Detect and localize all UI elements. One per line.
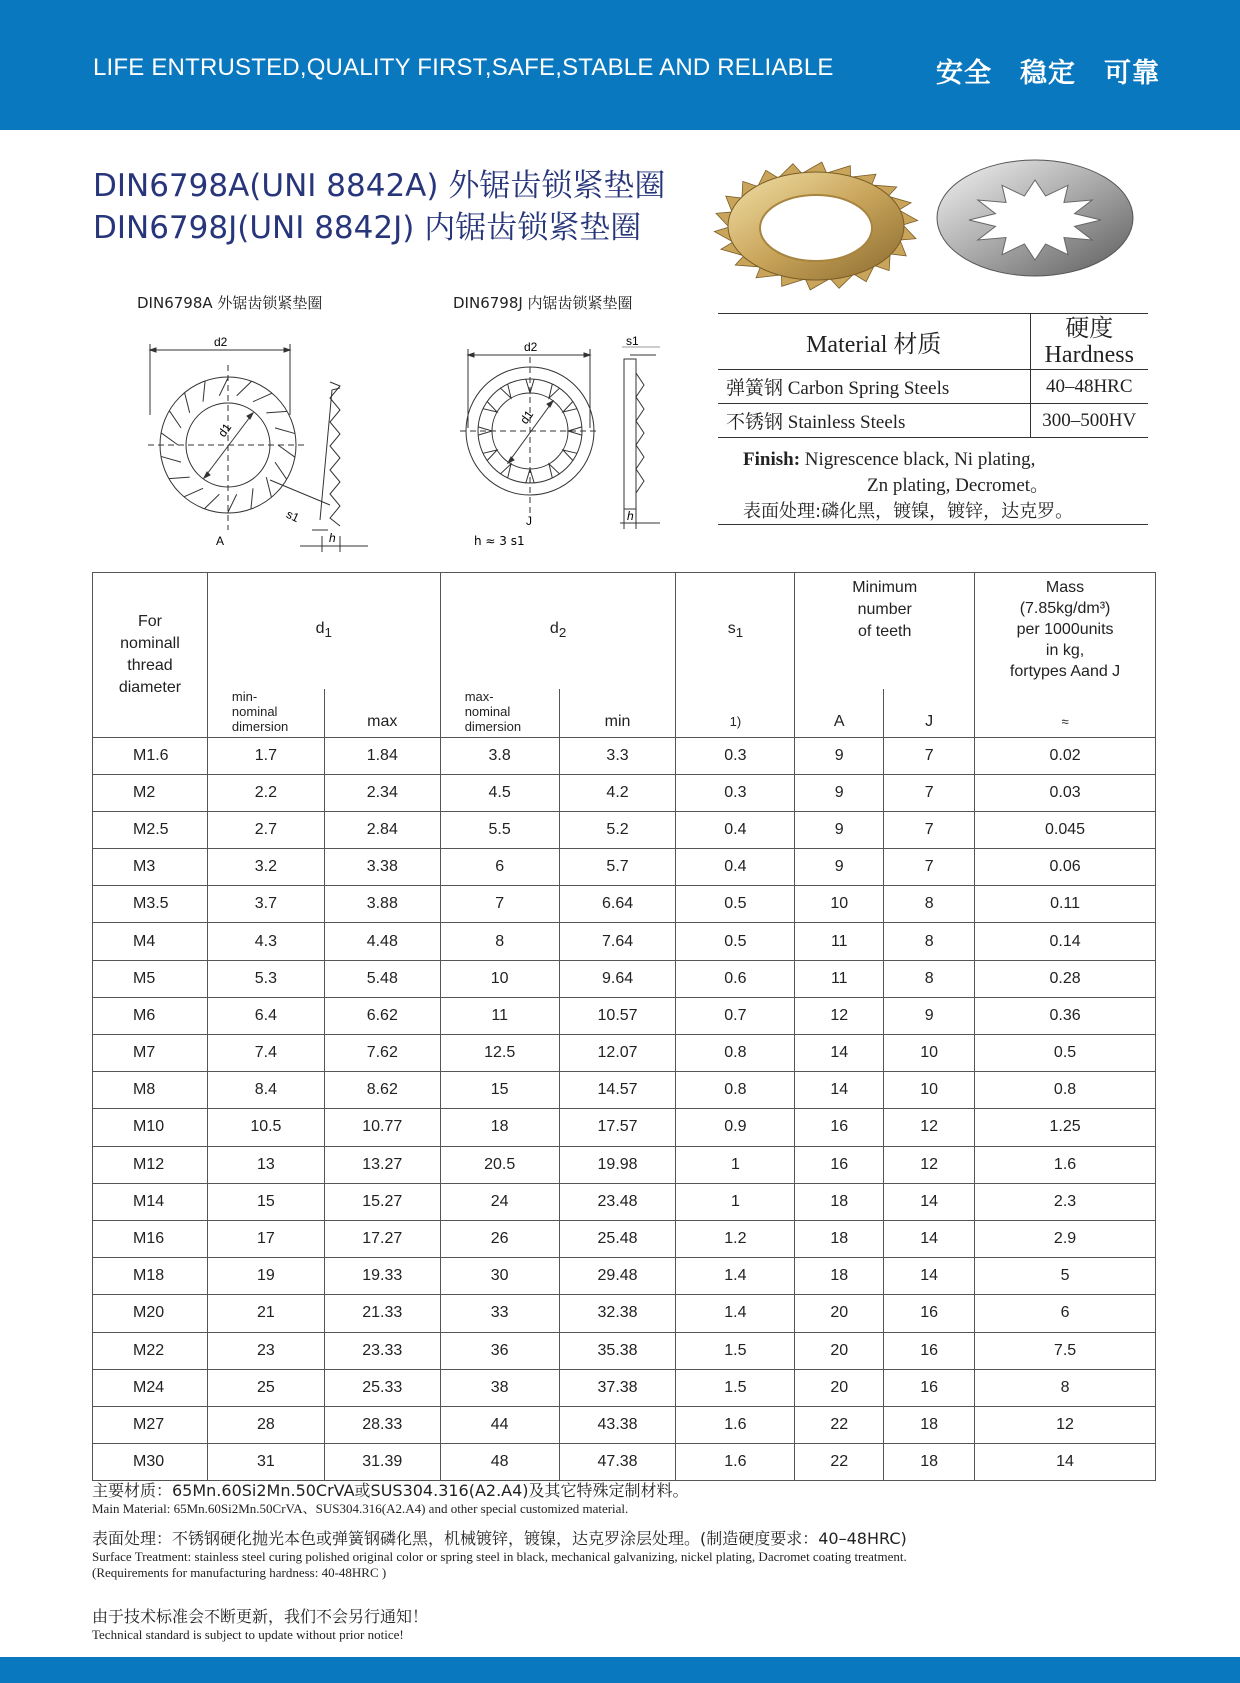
cell-mass: 0.5 xyxy=(975,1035,1156,1072)
cell-teeth-a: 11 xyxy=(795,960,884,997)
slogan: LIFE ENTRUSTED,QUALITY FIRST,SAFE,STABLE AND RELIABLE xyxy=(93,54,834,81)
material-row-stainless: 不锈钢 Stainless Steels xyxy=(718,404,1030,438)
cell-d2-min: 4.2 xyxy=(559,774,676,811)
cell-d2-max: 8 xyxy=(440,923,559,960)
cell-s1: 0.3 xyxy=(676,774,795,811)
cell-teeth-j: 12 xyxy=(884,1146,975,1183)
cell-d2-min: 6.64 xyxy=(559,886,676,923)
cell-d1-max: 3.88 xyxy=(324,886,440,923)
cell-teeth-j: 18 xyxy=(884,1406,975,1443)
cell-teeth-j: 14 xyxy=(884,1183,975,1220)
table-row xyxy=(93,1183,1156,1220)
note-update-cn: 由于技术标准会不断更新，我们不会另行通知！ xyxy=(92,1607,429,1626)
cell-d1-min: 23 xyxy=(207,1332,324,1369)
cell-d2-max: 38 xyxy=(440,1369,559,1406)
cell-s1: 1 xyxy=(676,1183,795,1220)
diagram-j-caption: DIN6798J 内锯齿锁紧垫圈 xyxy=(453,294,633,312)
finish-divider xyxy=(718,524,1148,525)
cell-d2-max: 26 xyxy=(440,1220,559,1257)
cell-d2-min: 23.48 xyxy=(559,1183,676,1220)
cell-teeth-a: 10 xyxy=(795,886,884,923)
cell-d2-min: 37.38 xyxy=(559,1369,676,1406)
cell-nominal: M30 xyxy=(93,1444,208,1481)
title-din6798j: DIN6798J(UNI 8842J) 内锯齿锁紧垫圈 xyxy=(93,210,642,246)
cell-teeth-a: 18 xyxy=(795,1258,884,1295)
cell-s1: 0.8 xyxy=(676,1072,795,1109)
cell-teeth-a: 9 xyxy=(795,737,884,774)
cell-s1: 0.4 xyxy=(676,811,795,848)
slogan-word-reliable: 可靠 xyxy=(1104,58,1160,89)
cell-teeth-a: 16 xyxy=(795,1109,884,1146)
cell-teeth-a: 20 xyxy=(795,1332,884,1369)
hardness-header xyxy=(1030,314,1148,370)
note-material xyxy=(92,1478,689,1517)
cell-d2-min: 14.57 xyxy=(559,1072,676,1109)
cell-teeth-a: 22 xyxy=(795,1444,884,1481)
material-table xyxy=(718,313,1148,438)
cell-mass: 1.6 xyxy=(975,1146,1156,1183)
cell-teeth-j: 7 xyxy=(884,737,975,774)
cell-d1-max: 7.62 xyxy=(324,1035,440,1072)
slogan-cn xyxy=(936,51,1188,90)
table-row xyxy=(93,1035,1156,1072)
cell-mass: 0.8 xyxy=(975,1072,1156,1109)
cell-d2-max: 5.5 xyxy=(440,811,559,848)
cell-d1-max: 6.62 xyxy=(324,997,440,1034)
cell-nominal: M16 xyxy=(93,1220,208,1257)
table-row xyxy=(93,886,1156,923)
cell-d1-max: 25.33 xyxy=(324,1369,440,1406)
header-teeth-j: J xyxy=(884,689,975,738)
cell-teeth-j: 12 xyxy=(884,1109,975,1146)
hardness-header-cn: 硬度 xyxy=(1065,315,1114,342)
hardness-spring-steel: 40–48HRC xyxy=(1030,370,1148,404)
cell-d1-min: 8.4 xyxy=(207,1072,324,1109)
cell-teeth-a: 12 xyxy=(795,997,884,1034)
table-row xyxy=(93,849,1156,886)
cell-d1-min: 10.5 xyxy=(207,1109,324,1146)
header-d2-max: max- nominal dimersion xyxy=(440,689,559,738)
cell-s1: 0.6 xyxy=(676,960,795,997)
cell-nominal: M18 xyxy=(93,1258,208,1295)
cell-d2-max: 4.5 xyxy=(440,774,559,811)
cell-teeth-a: 9 xyxy=(795,811,884,848)
table-row xyxy=(93,811,1156,848)
header-nominal-diameter: For nominall thread diameter xyxy=(93,573,208,738)
table-row xyxy=(93,1369,1156,1406)
internal-tooth-washer-photo xyxy=(930,156,1140,280)
cell-s1: 1.4 xyxy=(676,1295,795,1332)
cell-d1-min: 7.4 xyxy=(207,1035,324,1072)
cell-d1-min: 3.7 xyxy=(207,886,324,923)
cell-d2-max: 12.5 xyxy=(440,1035,559,1072)
header-mass-approx: ≈ xyxy=(975,689,1156,738)
cell-s1: 1.5 xyxy=(676,1369,795,1406)
cell-d2-min: 32.38 xyxy=(559,1295,676,1332)
cell-teeth-a: 18 xyxy=(795,1220,884,1257)
cell-teeth-j: 16 xyxy=(884,1369,975,1406)
cell-s1: 0.8 xyxy=(676,1035,795,1072)
cell-teeth-a: 9 xyxy=(795,774,884,811)
note-surface xyxy=(92,1526,907,1581)
cell-s1: 1.6 xyxy=(676,1444,795,1481)
table-row xyxy=(93,1295,1156,1332)
cell-nominal: M24 xyxy=(93,1369,208,1406)
cell-nominal: M8 xyxy=(93,1072,208,1109)
cell-s1: 1.5 xyxy=(676,1332,795,1369)
table-row xyxy=(93,923,1156,960)
cell-d2-min: 12.07 xyxy=(559,1035,676,1072)
cell-teeth-j: 9 xyxy=(884,997,975,1034)
cell-s1: 0.7 xyxy=(676,997,795,1034)
cell-mass: 0.36 xyxy=(975,997,1156,1034)
cell-nominal: M12 xyxy=(93,1146,208,1183)
cell-mass: 6 xyxy=(975,1295,1156,1332)
note-material-cn: 主要材质：65Mn.60Si2Mn.50CrVA或SUS304.316(A2.A4)及其它特殊定制材料。 xyxy=(92,1481,689,1500)
cell-d1-max: 8.62 xyxy=(324,1072,440,1109)
cell-teeth-a: 14 xyxy=(795,1035,884,1072)
cell-s1: 0.5 xyxy=(676,923,795,960)
diagram-a-drawing xyxy=(140,330,380,555)
header-d1-max: max xyxy=(324,689,440,738)
cell-nominal: M6 xyxy=(93,997,208,1034)
cell-d2-min: 19.98 xyxy=(559,1146,676,1183)
cell-s1: 1.4 xyxy=(676,1258,795,1295)
cell-s1: 1 xyxy=(676,1146,795,1183)
label-h-j: h xyxy=(627,509,634,523)
cell-d1-min: 2.7 xyxy=(207,811,324,848)
cell-d1-max: 5.48 xyxy=(324,960,440,997)
cell-d1-max: 17.27 xyxy=(324,1220,440,1257)
cell-mass: 2.9 xyxy=(975,1220,1156,1257)
cell-d1-min: 15 xyxy=(207,1183,324,1220)
cell-d2-min: 9.64 xyxy=(559,960,676,997)
finish-line1: Nigrescence black, Ni plating, xyxy=(800,449,1036,470)
header-s1: $s_1$ xyxy=(676,573,795,689)
cell-d2-max: 7 xyxy=(440,886,559,923)
cell-nominal: M27 xyxy=(93,1406,208,1443)
label-h-a: h xyxy=(329,531,336,545)
spec-table xyxy=(92,572,1156,1481)
cell-teeth-a: 18 xyxy=(795,1183,884,1220)
cell-mass: 0.28 xyxy=(975,960,1156,997)
cell-mass: 0.11 xyxy=(975,886,1156,923)
cell-teeth-j: 7 xyxy=(884,849,975,886)
cell-nominal: M4 xyxy=(93,923,208,960)
cell-teeth-j: 7 xyxy=(884,774,975,811)
hardness-stainless: 300–500HV xyxy=(1030,404,1148,438)
table-row xyxy=(93,1072,1156,1109)
cell-nominal: M3.5 xyxy=(93,886,208,923)
label-a: A xyxy=(216,534,225,548)
header-mass: Mass (7.85kg/dm³) per 1000units in kg, fortypes Aand J xyxy=(975,573,1156,689)
cell-d2-max: 11 xyxy=(440,997,559,1034)
cell-s1: 1.2 xyxy=(676,1220,795,1257)
footer-bar xyxy=(0,1657,1240,1683)
diagram-a-caption: DIN6798A 外锯齿锁紧垫圈 xyxy=(137,294,323,312)
finish-line3: 表面处理:磷化黑，镀镍，镀锌，达克罗。 xyxy=(743,501,1074,522)
title-din6798a: DIN6798A(UNI 8842A) 外锯齿锁紧垫圈 xyxy=(93,168,666,204)
table-row xyxy=(93,1444,1156,1481)
note-update-en: Technical standard is subject to update without prior notice! xyxy=(92,1627,404,1642)
cell-d1-max: 19.33 xyxy=(324,1258,440,1295)
cell-d1-min: 6.4 xyxy=(207,997,324,1034)
cell-d2-max: 15 xyxy=(440,1072,559,1109)
finish-block xyxy=(743,447,1073,525)
hardness-header-en: Hardness xyxy=(1044,341,1134,368)
label-s1-j: s1 xyxy=(626,334,639,348)
cell-teeth-j: 8 xyxy=(884,960,975,997)
cell-d1-max: 13.27 xyxy=(324,1146,440,1183)
cell-nominal: M1.6 xyxy=(93,737,208,774)
cell-d1-max: 31.39 xyxy=(324,1444,440,1481)
cell-mass: 7.5 xyxy=(975,1332,1156,1369)
header-d1-min: min- nominal dimersion xyxy=(207,689,324,738)
label-s1-a: s1 xyxy=(284,506,302,526)
cell-teeth-j: 16 xyxy=(884,1295,975,1332)
cell-d1-max: 28.33 xyxy=(324,1406,440,1443)
slogan-word-safe: 安全 xyxy=(936,58,992,89)
table-row xyxy=(93,1220,1156,1257)
cell-d2-max: 18 xyxy=(440,1109,559,1146)
cell-d2-min: 29.48 xyxy=(559,1258,676,1295)
cell-nominal: M20 xyxy=(93,1295,208,1332)
cell-d1-min: 3.2 xyxy=(207,849,324,886)
label-j: J xyxy=(526,514,532,528)
cell-d1-max: 1.84 xyxy=(324,737,440,774)
cell-d2-min: 35.38 xyxy=(559,1332,676,1369)
header-teeth-a: A xyxy=(795,689,884,738)
cell-mass: 12 xyxy=(975,1406,1156,1443)
external-tooth-washer-photo xyxy=(708,156,924,294)
cell-mass: 8 xyxy=(975,1369,1156,1406)
cell-d2-max: 30 xyxy=(440,1258,559,1295)
cell-d2-min: 7.64 xyxy=(559,923,676,960)
finish-line2: Zn plating, Decromet。 xyxy=(867,475,1050,496)
cell-d2-min: 3.3 xyxy=(559,737,676,774)
cell-d2-max: 33 xyxy=(440,1295,559,1332)
cell-mass: 14 xyxy=(975,1444,1156,1481)
cell-s1: 0.5 xyxy=(676,886,795,923)
cell-d1-min: 28 xyxy=(207,1406,324,1443)
header-min-teeth: Minimum number of teeth xyxy=(795,573,975,689)
cell-d2-min: 10.57 xyxy=(559,997,676,1034)
cell-d1-max: 3.38 xyxy=(324,849,440,886)
cell-s1: 0.9 xyxy=(676,1109,795,1146)
cell-d1-min: 1.7 xyxy=(207,737,324,774)
cell-d1-min: 13 xyxy=(207,1146,324,1183)
table-row xyxy=(93,1406,1156,1443)
cell-nominal: M22 xyxy=(93,1332,208,1369)
header-d1: $d_1$ xyxy=(207,573,440,689)
cell-mass: 1.25 xyxy=(975,1109,1156,1146)
slogan-word-stable: 稳定 xyxy=(1020,58,1076,89)
product-titles xyxy=(93,165,665,249)
cell-d1-min: 19 xyxy=(207,1258,324,1295)
cell-d1-max: 15.27 xyxy=(324,1183,440,1220)
cell-teeth-a: 22 xyxy=(795,1406,884,1443)
cell-nominal: M14 xyxy=(93,1183,208,1220)
table-row xyxy=(93,737,1156,774)
cell-nominal: M2.5 xyxy=(93,811,208,848)
cell-s1: 1.6 xyxy=(676,1406,795,1443)
header-d2-min: min xyxy=(559,689,676,738)
cell-s1: 0.4 xyxy=(676,849,795,886)
header-banner xyxy=(0,0,1240,130)
cell-teeth-j: 16 xyxy=(884,1332,975,1369)
cell-teeth-j: 14 xyxy=(884,1220,975,1257)
note-update xyxy=(92,1604,428,1643)
cell-d2-min: 43.38 xyxy=(559,1406,676,1443)
table-row xyxy=(93,1109,1156,1146)
cell-d1-min: 2.2 xyxy=(207,774,324,811)
header-d2: $d_2$ xyxy=(440,573,676,689)
cell-mass: 0.03 xyxy=(975,774,1156,811)
cell-mass: 0.06 xyxy=(975,849,1156,886)
note-surface-en2: (Requirements for manufacturing hardness: 40-48HRC ) xyxy=(92,1565,387,1580)
note-surface-en1: Surface Treatment: stainless steel curing polished original color or spring steel in black, mechanical galvanizing, nickel plating, Dacromet coating treatment. xyxy=(92,1549,907,1564)
cell-nominal: M10 xyxy=(93,1109,208,1146)
cell-d2-min: 5.7 xyxy=(559,849,676,886)
cell-d1-min: 4.3 xyxy=(207,923,324,960)
cell-mass: 0.045 xyxy=(975,811,1156,848)
label-d1-a: d1 xyxy=(215,420,235,440)
cell-d2-max: 10 xyxy=(440,960,559,997)
cell-teeth-j: 8 xyxy=(884,923,975,960)
cell-d1-min: 25 xyxy=(207,1369,324,1406)
cell-d2-max: 6 xyxy=(440,849,559,886)
cell-d1-max: 23.33 xyxy=(324,1332,440,1369)
cell-teeth-a: 14 xyxy=(795,1072,884,1109)
cell-mass: 2.3 xyxy=(975,1183,1156,1220)
cell-mass: 0.02 xyxy=(975,737,1156,774)
cell-teeth-a: 20 xyxy=(795,1369,884,1406)
cell-nominal: M2 xyxy=(93,774,208,811)
cell-teeth-j: 10 xyxy=(884,1072,975,1109)
cell-teeth-j: 8 xyxy=(884,886,975,923)
cell-mass: 0.14 xyxy=(975,923,1156,960)
cell-teeth-a: 11 xyxy=(795,923,884,960)
cell-d2-min: 47.38 xyxy=(559,1444,676,1481)
cell-d2-max: 24 xyxy=(440,1183,559,1220)
cell-teeth-a: 9 xyxy=(795,849,884,886)
finish-label: Finish: xyxy=(743,449,801,470)
cell-d2-min: 5.2 xyxy=(559,811,676,848)
cell-d1-max: 10.77 xyxy=(324,1109,440,1146)
cell-teeth-j: 14 xyxy=(884,1258,975,1295)
cell-nominal: M5 xyxy=(93,960,208,997)
label-d2-j: d2 xyxy=(524,340,538,354)
cell-d1-max: 21.33 xyxy=(324,1295,440,1332)
cell-d1-min: 31 xyxy=(207,1444,324,1481)
note-surface-cn: 表面处理：不锈钢硬化抛光本色或弹簧钢磷化黑，机械镀锌，镀镍，达克罗涂层处理。(制造硬度要求：40–48HRC) xyxy=(92,1529,907,1548)
h-note: h ≈ 3 s1 xyxy=(474,534,525,548)
table-row xyxy=(93,1258,1156,1295)
table-row xyxy=(93,1332,1156,1369)
cell-d2-max: 3.8 xyxy=(440,737,559,774)
header-s1-note: 1) xyxy=(676,689,795,738)
material-header: Material 材质 xyxy=(718,314,1030,370)
table-row xyxy=(93,997,1156,1034)
cell-d2-min: 17.57 xyxy=(559,1109,676,1146)
cell-teeth-j: 7 xyxy=(884,811,975,848)
cell-teeth-a: 20 xyxy=(795,1295,884,1332)
cell-teeth-a: 16 xyxy=(795,1146,884,1183)
cell-d1-max: 2.84 xyxy=(324,811,440,848)
label-d2-a: d2 xyxy=(214,335,228,349)
material-row-spring-steel: 弹簧钢 Carbon Spring Steels xyxy=(718,370,1030,404)
cell-teeth-j: 18 xyxy=(884,1444,975,1481)
cell-s1: 0.3 xyxy=(676,737,795,774)
cell-d2-max: 44 xyxy=(440,1406,559,1443)
cell-d2-max: 20.5 xyxy=(440,1146,559,1183)
table-row xyxy=(93,1146,1156,1183)
cell-d1-max: 2.34 xyxy=(324,774,440,811)
cell-d1-max: 4.48 xyxy=(324,923,440,960)
label-d1-j: d1 xyxy=(517,407,537,427)
note-material-en: Main Material: 65Mn.60Si2Mn.50CrVA、SUS304.316(A2.A4) and other special customized material. xyxy=(92,1501,629,1516)
cell-d2-max: 48 xyxy=(440,1444,559,1481)
diagram-j-drawing xyxy=(460,333,680,555)
cell-mass: 5 xyxy=(975,1258,1156,1295)
cell-d2-max: 36 xyxy=(440,1332,559,1369)
table-row xyxy=(93,774,1156,811)
cell-nominal: M3 xyxy=(93,849,208,886)
cell-teeth-j: 10 xyxy=(884,1035,975,1072)
cell-d1-min: 17 xyxy=(207,1220,324,1257)
cell-d1-min: 5.3 xyxy=(207,960,324,997)
cell-d1-min: 21 xyxy=(207,1295,324,1332)
table-row xyxy=(93,960,1156,997)
cell-nominal: M7 xyxy=(93,1035,208,1072)
cell-d2-min: 25.48 xyxy=(559,1220,676,1257)
